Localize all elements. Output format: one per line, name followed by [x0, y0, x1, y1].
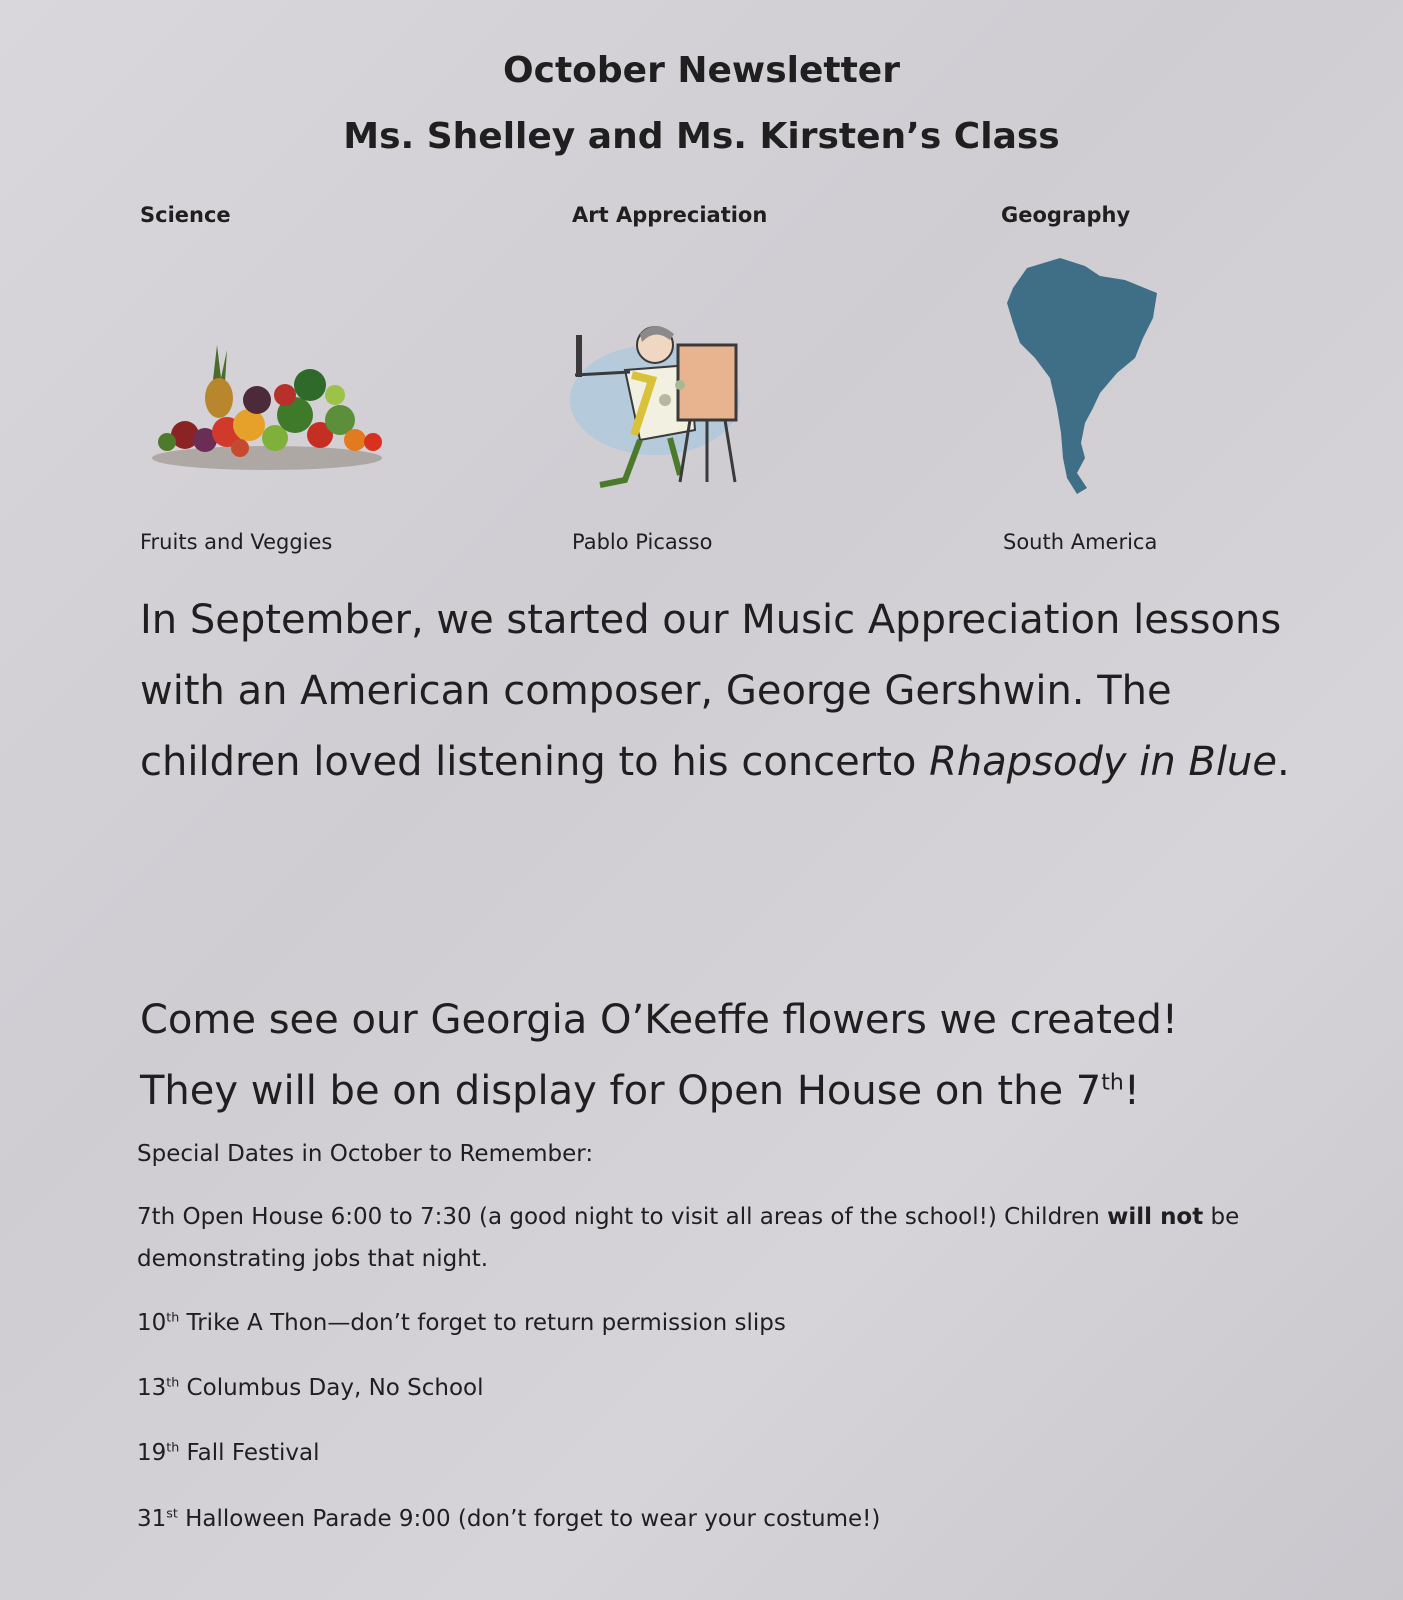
date-item-columbus [137, 1367, 1317, 1409]
okeeffe-sup: th [1101, 1070, 1124, 1096]
art-heading: Art Appreciation [572, 203, 768, 227]
okeeffe-line-2-text: They will be on display for Open House on the 7 [140, 1068, 1102, 1114]
okeeffe-line-2-end: ! [1123, 1068, 1140, 1114]
date-day: 13 [137, 1375, 167, 1401]
date-suffix: th [166, 1374, 180, 1390]
okeeffe-line-2 [140, 1056, 1300, 1127]
date-text: Columbus Day, No School [179, 1375, 484, 1401]
open-house-text: 7th Open House 6:00 to 7:30 (a good night to visit all areas of the school!) Children [137, 1204, 1108, 1230]
fruits-veggies-icon [145, 340, 390, 475]
open-house-text-end: be demonstrating jobs that night. [137, 1204, 1240, 1272]
date-day: 10 [137, 1310, 167, 1336]
geography-caption: South America [1003, 530, 1158, 554]
date-suffix: th [166, 1439, 180, 1455]
open-house-item [137, 1196, 1317, 1280]
open-house-emphasis: will not [1107, 1204, 1204, 1230]
date-suffix: th [166, 1309, 180, 1325]
okeeffe-paragraph [140, 985, 1300, 1127]
newsletter-title: October Newsletter [503, 50, 900, 91]
music-paragraph [140, 585, 1300, 798]
south-america-map-icon [1005, 258, 1165, 503]
date-text: Fall Festival [179, 1440, 320, 1466]
class-name: Ms. Shelley and Ms. Kirsten’s Class [343, 116, 1060, 157]
art-caption: Pablo Picasso [572, 530, 713, 554]
date-text: Trike A Thon—don’t forget to return permission slips [179, 1310, 786, 1336]
geography-heading: Geography [1001, 203, 1131, 227]
date-suffix: st [166, 1505, 178, 1521]
painter-icon [570, 320, 760, 495]
date-day: 19 [137, 1440, 167, 1466]
science-caption: Fruits and Veggies [140, 530, 333, 554]
date-text: Halloween Parade 9:00 (don’t forget to wear your costume!) [177, 1506, 881, 1532]
date-day: 31 [137, 1506, 167, 1532]
rhapsody-title: Rhapsody in Blue [929, 739, 1277, 785]
date-item-halloween [137, 1498, 1317, 1540]
okeeffe-line-1: Come see our Georgia O’Keeffe flowers we created! [140, 997, 1178, 1043]
special-dates-heading: Special Dates in October to Remember: [137, 1141, 594, 1167]
music-text: In September, we started our Music Appreciation lessons with an American composer, George Gershwin. The children loved listening to his concerto [140, 597, 1282, 785]
science-heading: Science [140, 203, 231, 227]
music-end: . [1276, 739, 1290, 785]
date-item-fall-festival [137, 1432, 1317, 1474]
date-item-trike [137, 1302, 1317, 1344]
